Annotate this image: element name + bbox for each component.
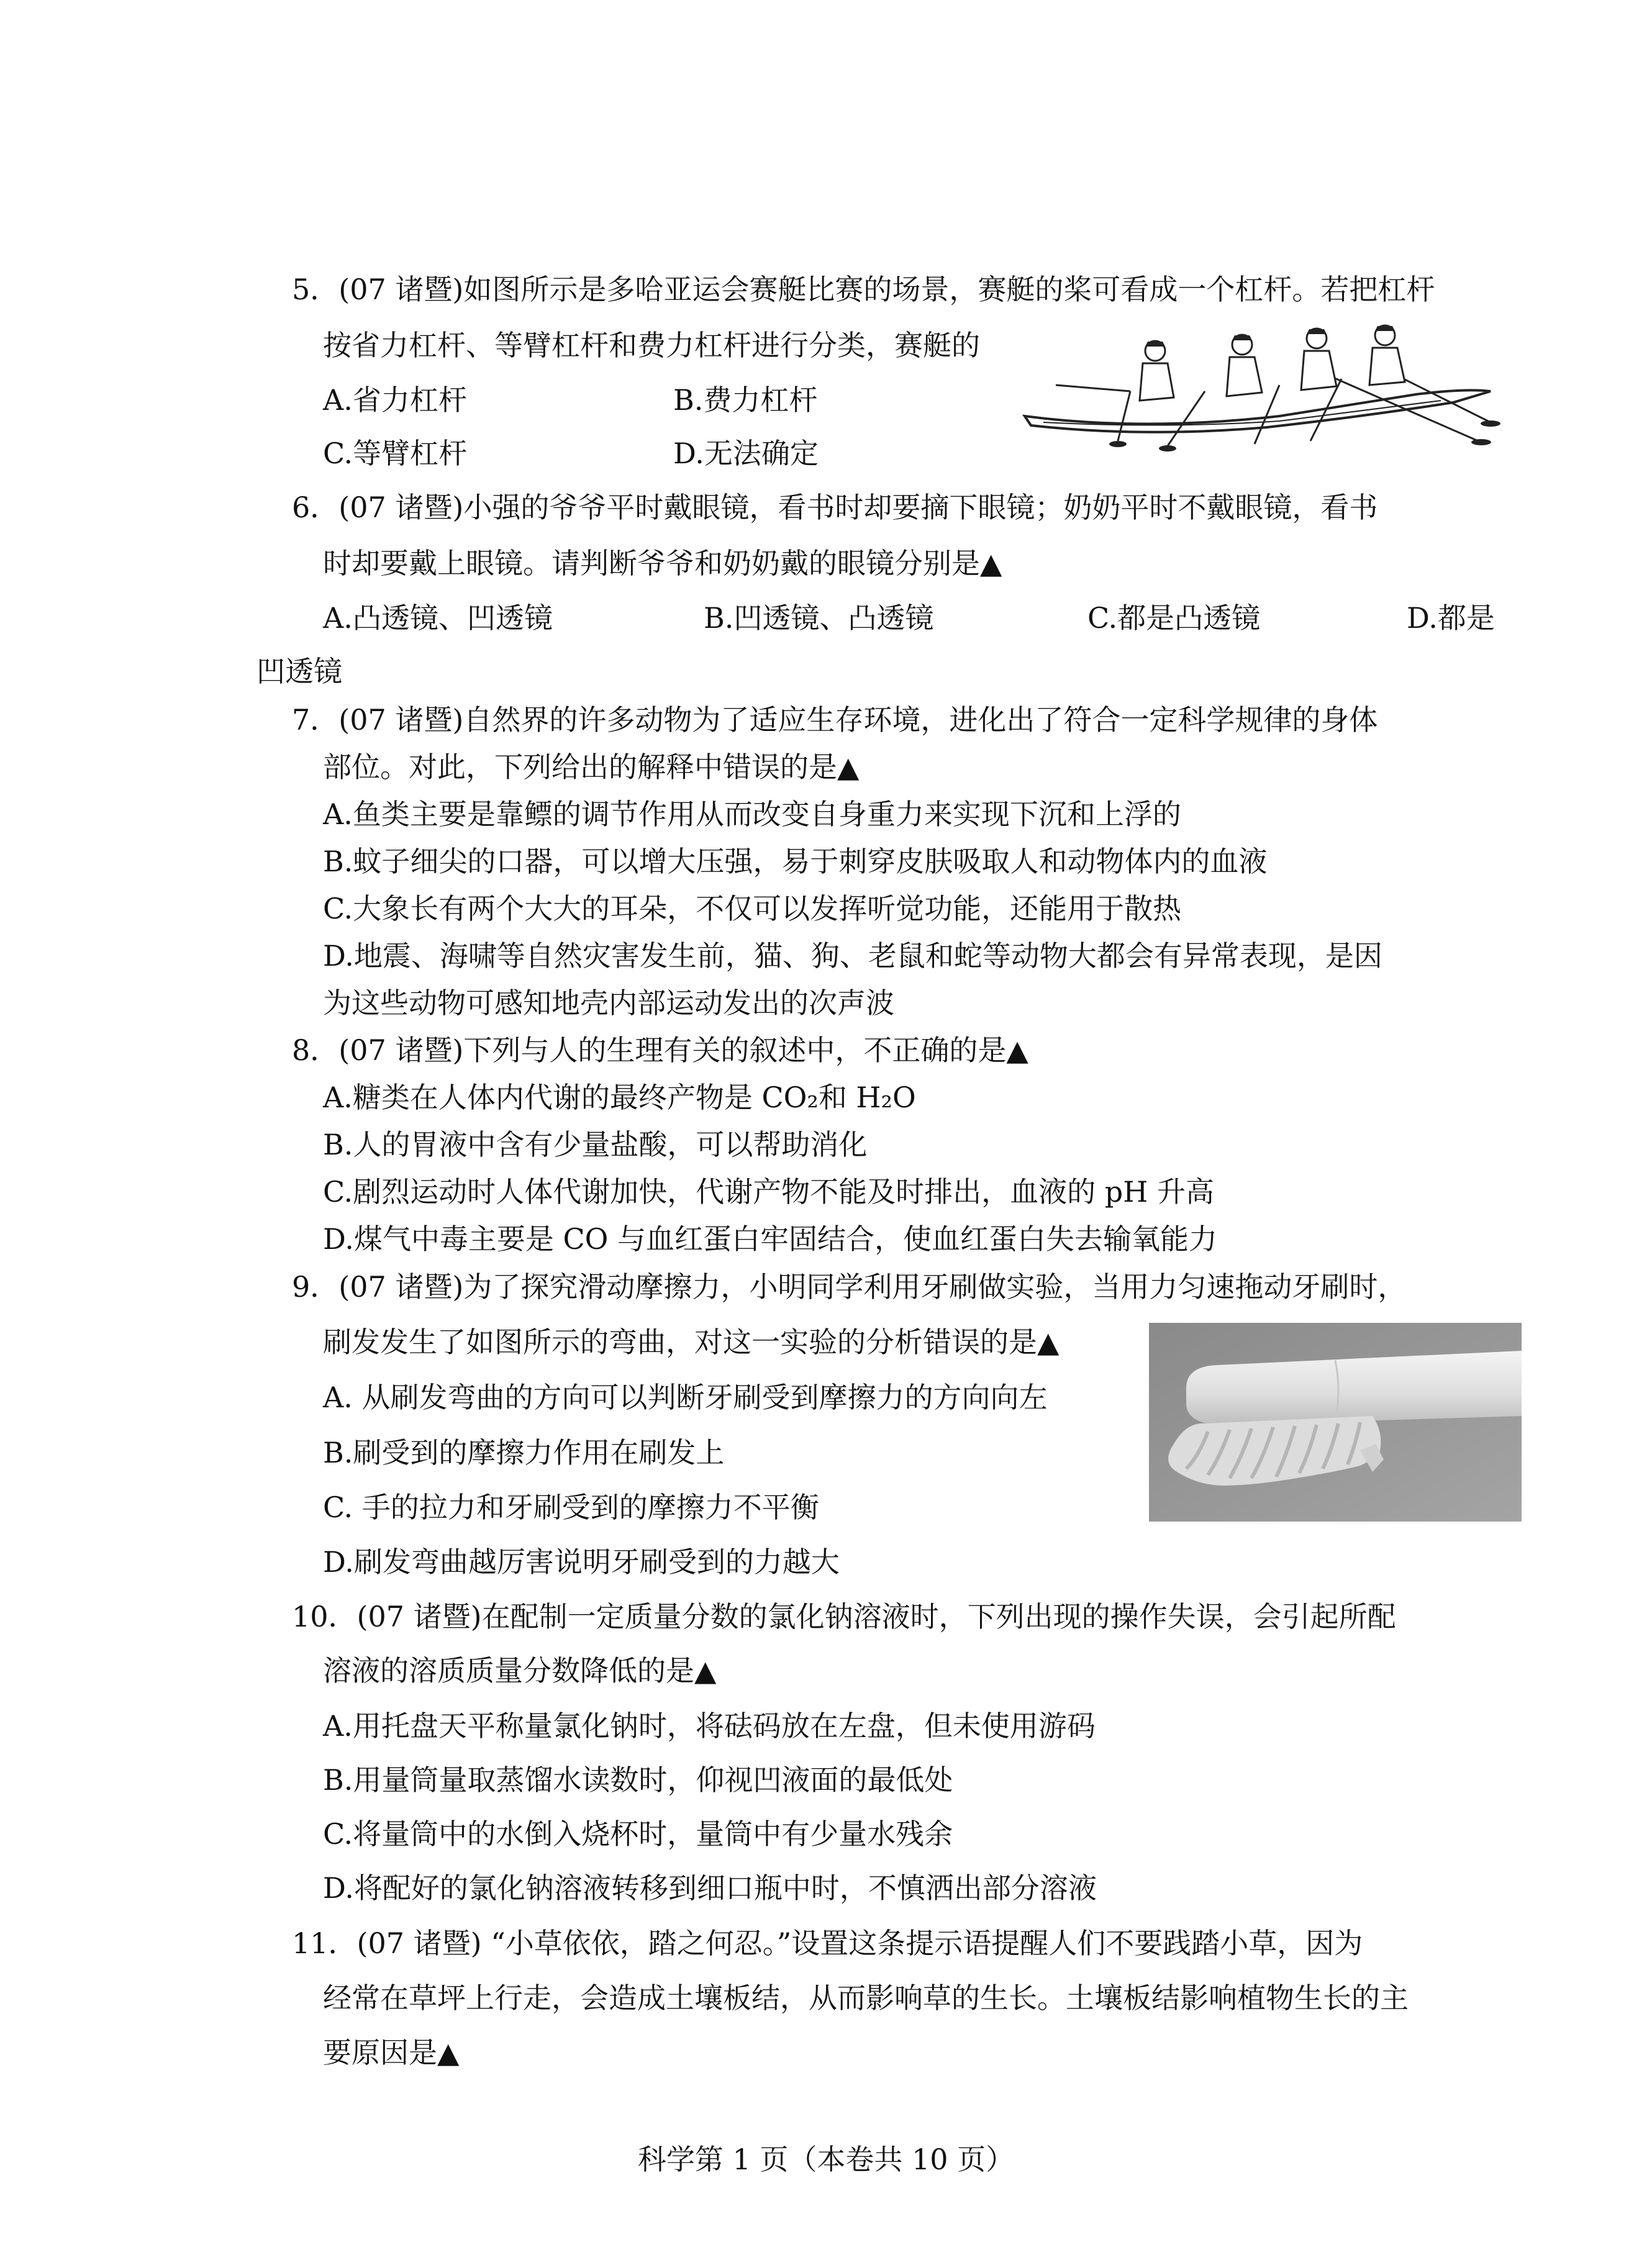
q7-option-a: A.鱼类主要是靠鳔的调节作用从而改变自身重力来实现下沉和上浮的 bbox=[323, 797, 1181, 831]
toothbrush-figure bbox=[1149, 1323, 1522, 1522]
q6-line-1: 6．(07 诸暨)小强的爷爷平时戴眼镜，看书时却要摘下眼镜；奶奶平时不戴眼镜，看书 bbox=[292, 491, 1378, 524]
q8-option-d: D.煤气中毒主要是 CO 与血红蛋白牢固结合，使血红蛋白失去输氧能力 bbox=[323, 1222, 1218, 1256]
q6-option-d-wrap: 凹透镜 bbox=[256, 655, 342, 688]
q7-option-b: B.蚊子细尖的口器，可以增大压强，易于刺穿皮肤吸取人和动物体内的血液 bbox=[323, 845, 1268, 878]
q7-line-1: 7．(07 诸暨)自然界的许多动物为了适应生存环境，进化出了符合一定科学规律的身体 bbox=[292, 703, 1378, 737]
q5-line-1: 5．(07 诸暨)如图所示是多哈亚运会赛艇比赛的场景，赛艇的桨可看成一个杠杆。若把杠杆 bbox=[292, 273, 1435, 306]
q10-option-c: C.将量筒中的水倒入烧杯时，量筒中有少量水残余 bbox=[323, 1817, 953, 1851]
q7-line-2: 部位。对此，下列给出的解释中错误的是▲ bbox=[323, 750, 860, 784]
page-footer: 科学第 1 页（本卷共 10 页） bbox=[637, 2143, 1015, 2176]
q5-option-d: D.无法确定 bbox=[673, 437, 819, 470]
q11-line-1: 11．(07 诸暨) “小草依依，踏之何忍。”设置这条提示语提醒人们不要践踏小草，因为 bbox=[292, 1926, 1363, 1960]
q9-option-c: C. 手的拉力和牙刷受到的摩擦力不平衡 bbox=[323, 1491, 819, 1524]
q9-line-2: 刷发发生了如图所示的弯曲，对这一实验的分析错误的是▲ bbox=[323, 1325, 1060, 1359]
q8-option-c: C.剧烈运动时人体代谢加快，代谢产物不能及时排出，血液的 pH 升高 bbox=[323, 1175, 1214, 1209]
q8-line-1: 8．(07 诸暨)下列与人的生理有关的叙述中，不正确的是▲ bbox=[292, 1033, 1028, 1067]
q6-option-a: A.凸透镜、凹透镜 bbox=[323, 601, 553, 635]
q6-option-c: C.都是凸透镜 bbox=[1087, 601, 1261, 635]
q10-option-d: D.将配好的氯化钠溶液转移到细口瓶中时，不慎洒出部分溶液 bbox=[323, 1871, 1097, 1905]
q7-option-d-cont: 为这些动物可感知地壳内部运动发出的次声波 bbox=[323, 986, 894, 1020]
q9-option-d: D.刷发弯曲越厉害说明牙刷受到的力越大 bbox=[323, 1545, 840, 1579]
q10-option-b: B.用量筒量取蒸馏水读数时，仰视凹液面的最低处 bbox=[323, 1763, 953, 1797]
q10-line-2: 溶液的溶质质量分数降低的是▲ bbox=[323, 1654, 717, 1687]
q11-line-3: 要原因是▲ bbox=[323, 2036, 460, 2069]
q5-line-2: 按省力杠杆、等臂杠杆和费力杠杆进行分类，赛艇的 bbox=[323, 329, 980, 362]
q8-option-a: A.糖类在人体内代谢的最终产物是 CO₂和 H₂O bbox=[323, 1081, 916, 1114]
q5-option-a: A.省力杠杆 bbox=[323, 383, 467, 417]
q8-option-b: B.人的胃液中含有少量盐酸，可以帮助消化 bbox=[323, 1128, 868, 1161]
q6-option-d: D.都是 bbox=[1407, 601, 1495, 635]
q9-line-1: 9．(07 诸暨)为了探究滑动摩擦力，小明同学利用牙刷做实验，当用力匀速拖动牙刷时， bbox=[292, 1270, 1407, 1304]
q7-option-d: D.地震、海啸等自然灾害发生前，猫、狗、老鼠和蛇等动物大都会有异常表现，是因 bbox=[323, 939, 1382, 973]
q9-option-b: B.刷受到的摩擦力作用在刷发上 bbox=[323, 1436, 725, 1469]
q10-line-1: 10．(07 诸暨)在配制一定质量分数的氯化钠溶液时，下列出现的操作失误，会引起所配 bbox=[292, 1600, 1396, 1633]
q7-option-c: C.大象长有两个大大的耳朵，不仅可以发挥听觉功能，还能用于散热 bbox=[323, 892, 1182, 925]
q5-option-b: B.费力杠杆 bbox=[673, 383, 818, 417]
q6-option-b: B.凹透镜、凸透镜 bbox=[704, 601, 934, 635]
rowing-boat-figure bbox=[1019, 323, 1515, 453]
q10-option-a: A.用托盘天平称量氯化钠时，将砝码放在左盘，但未使用游码 bbox=[323, 1709, 1096, 1743]
q9-option-a: A. 从刷发弯曲的方向可以判断牙刷受到摩擦力的方向向左 bbox=[323, 1381, 1048, 1414]
q5-option-c: C.等臂杠杆 bbox=[323, 437, 468, 470]
q6-line-2: 时却要戴上眼镜。请判断爷爷和奶奶戴的眼镜分别是▲ bbox=[323, 547, 1002, 580]
q11-line-2: 经常在草坪上行走，会造成土壤板结，从而影响草的生长。土壤板结影响植物生长的主 bbox=[323, 1981, 1409, 2015]
